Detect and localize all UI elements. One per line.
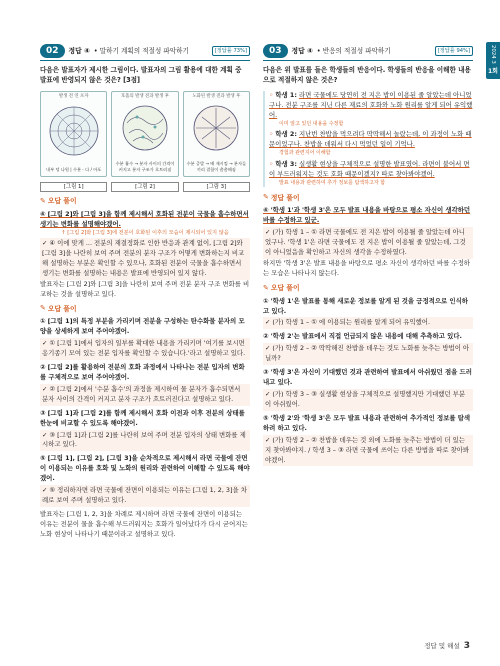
figure-2 [111, 91, 178, 177]
item-statement: ④ [그림 2]와 [그림 3]을 함께 제시해서 호화된 전분이 국물을 흡수하면서 생기는 변화를 설명해야겠어. [40, 210, 249, 228]
item-explanation: ✓ (가) 학생 2 – ② 찬밥을 데우는 것 외에 노화를 늦추는 방법이 더 있는지 찾아봐야지. / 학생 3 – ③ 라면 국물에 쓰이는 다른 방법을 따로 찾아봐야겠어. [263, 435, 473, 467]
question-03-column [263, 44, 473, 469]
pencil-icon: ✎ [40, 197, 46, 206]
reaction-text: 지난번 찬밥을 먹으려다 딱딱해서 놀랐는데, 이 과정이 노화 때문이었구나. 찬밥을 데워서 다시 먹었던 일이 기억나. [269, 130, 472, 149]
answer-item-4 [263, 206, 473, 278]
figure-1 [40, 91, 107, 177]
figure-bottom-label: 수분 증발 → 배 재시킴 → 분자들끼리 결합이 촘촘해짐 [186, 160, 247, 173]
footer-label: 정답 및 해설 [424, 642, 460, 651]
figure-bottom-label: 수분 흡수 → 분자 사이의 간격이 커지고 분자 구조가 흐트러짐 [115, 160, 175, 173]
item-explanation: ✓ ④ 이에 맞게 ... 전분의 재결정화로 인한 반응과 관계 없이, [그림 2]와 [그림 3]을 나란히 보여 주며 전분의 분자 구조가 어떻게 변화하는지 비교해 설명하는 부분은 확인할 수 있으나, 호화된 전분이 국물을 흡수하면서 생기는 변화를 설명하는 내용은 발표에 반영되어 있지 않다. [40, 238, 250, 280]
figure-top-label: 발생 전 연 포자 [58, 93, 89, 99]
wrong-answer-heading: ✎ 오답 풀이 [40, 304, 77, 313]
wrong-item-2 [40, 363, 250, 406]
item-explanation: ✓ ② [그림 2]에서 '수분 흡수'의 과정을 제시하여 물 분자가 흡수되면서 분자 사이의 간격이 커지고 분자 구조가 흐트러진다고 설명하고 있다. [40, 384, 250, 406]
reaction-text: 실생활 현상을 구체적으로 설명한 발표였어. 라면이 불어서 면이 부드러워지는 것도 호화 때문이겠지? 따로 찾아봐야겠어. [269, 159, 470, 178]
question-prompt: 다음은 위 발표를 들은 학생들의 반응이다. 학생들의 반응을 이해한 내용으로 적절하지 않은 것은? [263, 66, 471, 84]
item-statement: ② '학생 2'는 발표에서 직접 언급되지 않은 내용에 대해 추측하고 있다. [263, 332, 462, 341]
answer-explanation-heading: ✎ 정답 풀이 [263, 193, 300, 202]
question-prompt: 다음은 발표자가 제시한 그림이다. 발표자의 그림 활용에 대한 계획 중 발표에 반영되지 않은 것은? [3점] [40, 66, 242, 84]
item-statement: ① [그림 1]의 특정 부분을 가리키며 전분을 구성하는 탄수화물 분자의 모양을 상세하게 보여 주어야겠어. [40, 317, 245, 336]
speaker: 학생 3: [275, 159, 297, 168]
closing-paragraph: 발표자는 [그림 1, 2, 3]을 차례로 제시하며 라면 국물에 잔면이 이용되는 이유는 전분이 물을 흡수해 부드러워지는 호화가 일어났다가 다시 굳어지는 노화 현상이 나타나기 때문이라고 설명하고 있다. [40, 509, 248, 538]
wrong-item-5 [263, 414, 473, 467]
item-extra: 발표자는 [그림 2]와 [그림 3]을 나란히 보여 주며 전분 분자 구조 변화를 비교하는 것을 설명하고 있다. [40, 279, 250, 298]
item-explanation: ✓ ① [그림 1]에서 입자의 일부를 확대한 내용을 가리키며 '여기를 보시면 옹기종기 모여 있는 전분 입자를 확인할 수 있습니다.'라고 설명하고 있다. [40, 338, 250, 360]
wrong-answer-heading: ✎ 오답 풀이 [263, 283, 300, 292]
question-topic: • 말하기 계획의 적절성 파악하기 [93, 46, 189, 55]
gelatinization-illustration [117, 103, 173, 153]
item-annotation: ↑ [그림 2]와 [그림 3]에 전분이 호화된 이후의 모습이 제시되어 있지 않음 [61, 229, 229, 236]
question-topic: • 반응의 적절성 파악하기 [316, 46, 391, 55]
student-2-reaction [269, 130, 473, 158]
figure-row [40, 91, 250, 177]
student-3-reaction [269, 160, 473, 188]
retrogradation-illustration [188, 103, 244, 153]
wrong-item-1 [263, 297, 473, 330]
exam-year: 2024 3 [490, 45, 497, 64]
item-explanation: ✓ (가) 학생 3 – ③ 실생활 현상을 구체적으로 설명했지만 기대했던 부분이 아쉬웠어. [263, 389, 473, 411]
figure-captions [40, 182, 250, 192]
bullet-icon: ◦ [269, 90, 276, 99]
exam-round: 1회 [488, 67, 498, 75]
student-1-reaction [269, 91, 473, 129]
reaction-annotation: 발표 내용과 관련하여 추가 정보를 탐색하고자 함 [279, 179, 386, 186]
answer-explanation-heading: ✎ 오답 풀이 [40, 197, 77, 206]
figure-1-caption: [그림 1] [40, 182, 107, 192]
reaction-annotation: 경험과 관련지어 이해함 [279, 150, 331, 157]
speaker: 학생 1: [275, 90, 297, 99]
item-explanation: ✓ (가) 학생 2 – ② 딱딱해진 찬밥을 데우는 것도 노화를 늦추는 방법이 아닐까? [263, 343, 473, 365]
item-statement: ③ [그림 1]과 [그림 2]를 함께 제시해서 호화 이전과 이후 전분의 상태를 한눈에 비교할 수 있도록 해야겠어. [40, 408, 245, 427]
answer-label: 정답 ④ [291, 46, 313, 55]
page-number: 3 [463, 641, 470, 652]
wrong-item-3 [263, 368, 473, 411]
figure-3 [183, 91, 250, 177]
item-statement: ⑤ [그림 1], [그림 2], [그림 3]을 순차적으로 제시해서 라면 국물에 잔면이 이용되는 이유를 호화 및 노화의 원리와 관련하여 이해할 수 있도록 해야겠어. [40, 454, 250, 483]
page-footer [424, 640, 470, 654]
figure-3-caption: [그림 3] [183, 182, 250, 192]
item-explanation: ✓ (가) 학생 1 – ① 라면 국물에도 전 지은 밥이 이용될 줄 알았는데 아니었구나. '학생 1'은 라면 국물에도 전 지은 밥이 이용될 줄 알았는데, 그것이 아니었음을 확인하고 자신의 생각을 수정하였다. [263, 227, 473, 259]
speaker: 학생 2: [275, 130, 297, 139]
question-03-header [263, 44, 473, 61]
answer-item-4 [40, 210, 250, 299]
item-statement: ④ '학생 1'과 '학생 3'은 모두 발표 내용을 바탕으로 평소 자신이 생각하던 바를 수정하고 있군. [263, 206, 471, 225]
pencil-icon: ✎ [263, 283, 269, 292]
figure-top-label: 호흡의 발생 전과 발생 후 [120, 93, 169, 99]
answer-label: 정답 ④ [68, 46, 90, 55]
bullet-icon: ◦ [269, 130, 276, 139]
exam-tab [486, 42, 500, 79]
correct-rate-badge: [정답률 73%] [212, 46, 250, 56]
question-number: 03 [263, 44, 288, 58]
correct-rate-badge: [정답률 94%] [435, 46, 473, 56]
item-statement: ② [그림 2]를 활용하여 전분의 호화 과정에서 나타나는 전분 입자의 변화를 구체적으로 보여 주어야겠어. [40, 362, 245, 381]
figure-top-label: 노화된 발생 전과 발생 후 [192, 93, 241, 99]
figure-2-caption: [그림 2] [111, 182, 178, 192]
item-extra: 하지만 '학생 3'은 발표 내용을 바탕으로 평소 자신이 생각하던 바를 수정하는 모습은 나타나지 않는다. [263, 258, 470, 277]
pencil-icon: ✎ [263, 193, 269, 202]
wrong-item-3 [40, 409, 250, 452]
question-02-header [40, 44, 250, 61]
item-explanation: ✓ ③ [그림 1]과 [그림 2]를 나란히 보여 주며 전분 입자의 상태 변화를 제시하고 있다. [40, 430, 250, 452]
wrong-item-1 [40, 317, 250, 360]
bullet-icon: ◦ [269, 159, 276, 168]
item-statement: ① '학생 1'은 발표를 통해 새로운 정보를 알게 된 것을 긍정적으로 인식하고 있다. [263, 296, 468, 315]
pencil-icon: ✎ [40, 304, 46, 313]
student-reactions [263, 91, 473, 188]
reaction-annotation: 이미 알고 있던 내용을 수정함 [279, 120, 344, 127]
question-number: 02 [40, 44, 65, 58]
item-explanation: ✓ (가) 학생 1 – ① 에 이용되는 원리를 알게 되어 유익했어. [263, 317, 473, 329]
wrong-item-2 [263, 332, 473, 365]
item-explanation: ✓ ⑤ 정리하자면 라면 국물에 잔면이 이용되는 이유는 [그림 1, 2, 3]을 차례로 보여 주며 설명하고 있다. [40, 485, 250, 507]
item-statement: ③ '학생 3'은 자신이 기대했던 것과 관련하여 발표에서 아쉬웠던 점을 드러내고 있다. [263, 368, 472, 387]
item-statement: ⑤ '학생 2'와 '학생 3'은 모두 발표 내용과 관련하여 추가적인 정보를 탐색하려 하고 있다. [263, 413, 471, 432]
reaction-text: 라면 국물에도 당연히 전 지은 밥이 이용된 줄 알았는데 아니었구나. 전분 구조를 지닌 다른 재료의 호화와 노화 원리를 알게 되어 유익했어. [269, 90, 473, 119]
figure-bottom-label: 내부 덩 나원 | 수분 · 다 / 아포 [46, 167, 102, 173]
starch-granule-illustration [46, 103, 102, 159]
question-02-column [40, 44, 250, 543]
wrong-item-5 [40, 454, 250, 507]
